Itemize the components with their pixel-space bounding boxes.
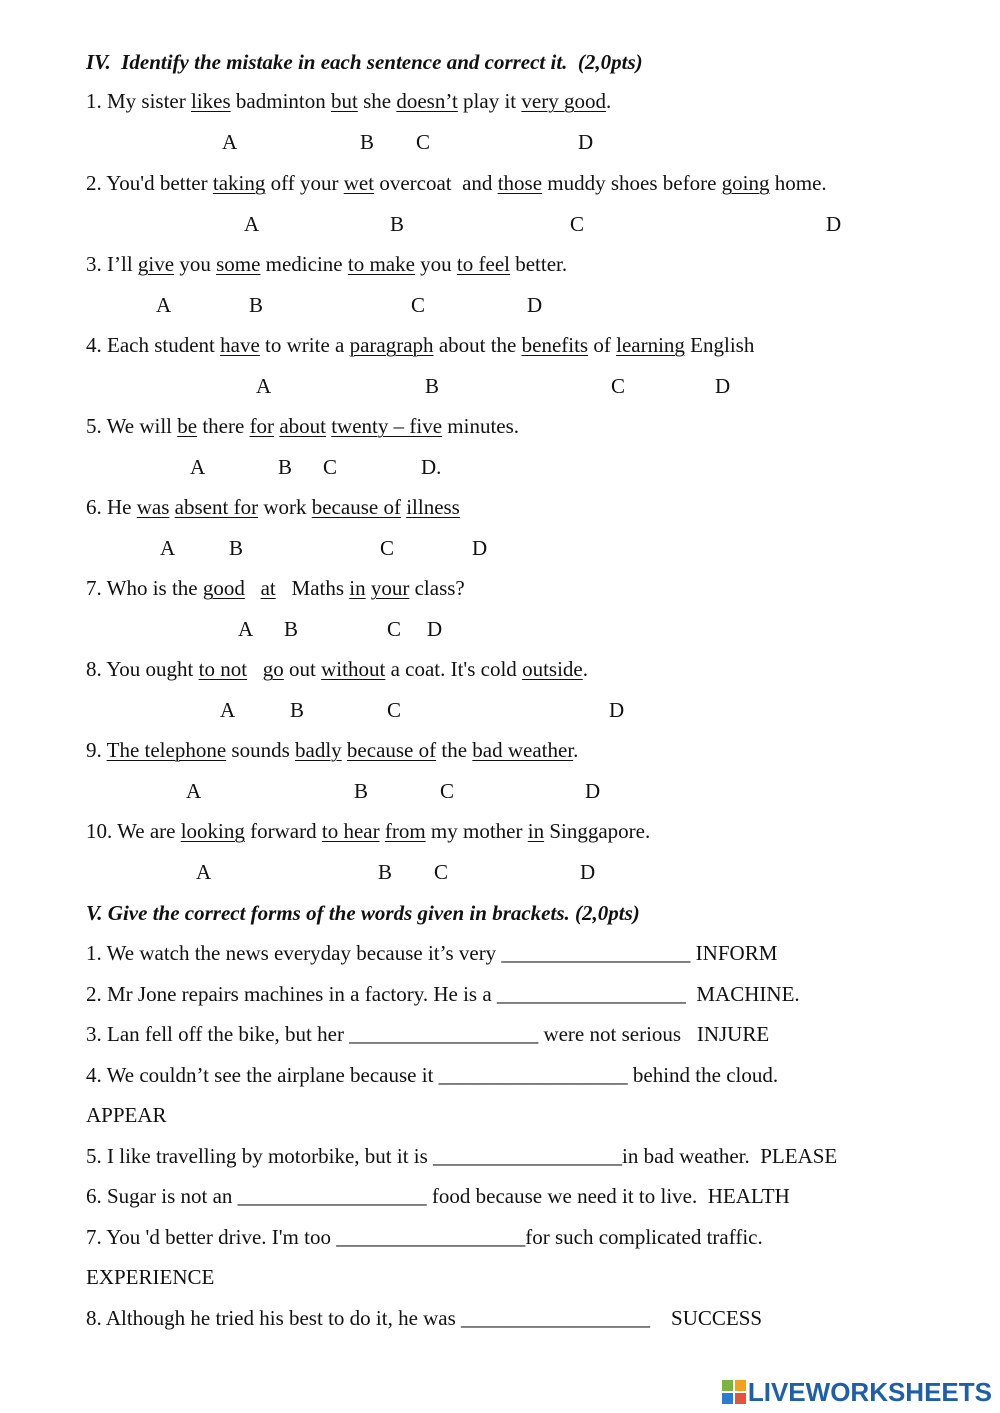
option-letter: C (570, 212, 585, 236)
sentence-text: you (414, 252, 457, 276)
option-letter: B (249, 293, 264, 317)
question-10-sentence (86, 818, 650, 844)
question-5-sentence (86, 413, 519, 439)
underlined-option: paragraph (349, 333, 434, 357)
question-7-sentence (86, 575, 465, 601)
sentence-text: medicine (260, 252, 348, 276)
underlined-option: to make (347, 252, 415, 276)
sentence-text: muddy shoes before (542, 171, 722, 195)
question-10-option-letters (0, 859, 1000, 885)
option-letter: A (256, 374, 272, 398)
question-3-option-letters (0, 292, 1000, 318)
underlined-option: doesn’t (396, 89, 458, 113)
underlined-option: likes (191, 89, 231, 113)
underlined-option: taking (212, 171, 266, 195)
liveworksheets-mark-icon (722, 1380, 746, 1404)
sentence-text: . (605, 89, 612, 113)
underlined-option: your (370, 576, 410, 600)
sentence-text: off your (265, 171, 344, 195)
option-letter: C (380, 536, 395, 560)
underlined-option: to hear (321, 819, 380, 843)
option-letter: A (220, 698, 236, 722)
option-letter: C (411, 293, 426, 317)
underlined-option: badly (295, 738, 342, 762)
sentence-text (247, 657, 263, 681)
underlined-option: at (260, 576, 276, 600)
underlined-option: some (216, 252, 261, 276)
option-letter: D (527, 293, 543, 317)
sentence-text: the (436, 738, 473, 762)
sentence-text: 2. You'd better (86, 171, 213, 195)
sentence-text: English (684, 333, 755, 357)
question-2-sentence (86, 170, 827, 196)
underlined-option: bad weather (472, 738, 574, 762)
option-letter: C (434, 860, 449, 884)
option-letter: A (160, 536, 176, 560)
option-letter: B (229, 536, 244, 560)
underlined-option: learning (616, 333, 685, 357)
option-letter: D (427, 617, 443, 641)
underlined-option: for (249, 414, 275, 438)
option-letter: C (440, 779, 455, 803)
option-letter: D (826, 212, 842, 236)
liveworksheets-wordmark: LIVEWORKSHEETS (747, 1376, 992, 1407)
underlined-option: absent for (174, 495, 259, 519)
underlined-option: good (202, 576, 245, 600)
sentence-text: you (174, 252, 217, 276)
underlined-option: was (136, 495, 170, 519)
sentence-text: to write a (259, 333, 350, 357)
underlined-option: benefits (521, 333, 589, 357)
option-letter: A (238, 617, 254, 641)
sentence-text: 9. (86, 738, 107, 762)
sentence-text: better. (509, 252, 568, 276)
sentence-text: 3. I’ll (86, 252, 138, 276)
sentence-text: forward (244, 819, 322, 843)
word-form-line: 8. Although he tried his best to do it, he was __________________ SUCCESS (86, 1306, 763, 1330)
word-form-line: 7. You 'd better drive. I'm too __________________for such complicated traffic. (86, 1225, 763, 1249)
sentence-text: 10. We are (86, 819, 181, 843)
question-4-option-letters (0, 373, 1000, 399)
sentence-text: Maths (275, 576, 350, 600)
sentence-text: . (573, 738, 579, 762)
option-letter: A (222, 130, 238, 154)
word-form-line: EXPERIENCE (86, 1265, 215, 1289)
option-letter: A (244, 212, 260, 236)
sentence-text: out (283, 657, 322, 681)
sentence-text: of (588, 333, 617, 357)
option-letter: B (425, 374, 440, 398)
option-letter: D. (421, 455, 442, 479)
option-letter: B (354, 779, 369, 803)
question-2-option-letters (0, 211, 1000, 237)
section-4-heading: IV. Identify the mistake in each sentence and correct it. (2,0pts) (86, 50, 643, 74)
sentence-text: sounds (226, 738, 296, 762)
underlined-option: those (497, 171, 543, 195)
word-form-line: 4. We couldn’t see the airplane because it __________________ behind the cloud. (86, 1063, 779, 1087)
question-5-option-letters (0, 454, 1000, 480)
underlined-option: The telephone (106, 738, 227, 762)
question-9-option-letters (0, 778, 1000, 804)
option-letter: B (278, 455, 293, 479)
question-1-sentence (86, 88, 611, 114)
sentence-text: 1. My sister (86, 89, 191, 113)
question-8-option-letters (0, 697, 1000, 723)
option-letter: D (609, 698, 625, 722)
option-letter: D (580, 860, 596, 884)
underlined-option: without (321, 657, 386, 681)
word-form-line: 1. We watch the news everyday because it’s very __________________ INFORM (86, 941, 778, 965)
question-9-sentence (86, 737, 578, 763)
sentence-text: 6. He (86, 495, 137, 519)
question-4-sentence (86, 332, 754, 358)
sentence-text: . (582, 657, 588, 681)
word-form-line: APPEAR (86, 1103, 167, 1127)
underlined-option: outside (522, 657, 583, 681)
question-6-sentence (86, 494, 460, 520)
sentence-text: 7. Who is the (86, 576, 203, 600)
option-letter: C (323, 455, 338, 479)
question-1-option-letters (0, 129, 1000, 155)
underlined-option: give (137, 252, 175, 276)
word-form-line: 5. I like travelling by motorbike, but it is __________________in bad weather. PLEASE (86, 1144, 838, 1168)
option-letter: B (390, 212, 405, 236)
word-form-line: 3. Lan fell off the bike, but her __________________ were not serious INJURE (86, 1022, 770, 1046)
sentence-text: minutes. (442, 414, 520, 438)
option-letter: B (284, 617, 299, 641)
underlined-option: looking (180, 819, 245, 843)
sentence-text: Singgapore. (544, 819, 651, 843)
sentence-text: a coat. It's cold (385, 657, 523, 681)
liveworksheets-logo (722, 1377, 992, 1407)
underlined-option: from (384, 819, 426, 843)
question-6-option-letters (0, 535, 1000, 561)
sentence-text: 5. We will (86, 414, 178, 438)
sentence-text: home. (769, 171, 827, 195)
sentence-text: badminton (230, 89, 331, 113)
option-letter: A (190, 455, 206, 479)
underlined-option: because of (346, 738, 437, 762)
option-letter: C (416, 130, 431, 154)
underlined-option: to feel (456, 252, 510, 276)
sentence-text: overcoat and (374, 171, 498, 195)
sentence-text: there (197, 414, 250, 438)
underlined-option: twenty – five (331, 414, 443, 438)
sentence-text: play it (457, 89, 522, 113)
sentence-text: class? (409, 576, 465, 600)
underlined-option: in (527, 819, 545, 843)
sentence-text: my mother (425, 819, 528, 843)
sentence-text (245, 576, 261, 600)
underlined-option: to not (198, 657, 248, 681)
option-letter: D (585, 779, 601, 803)
option-letter: C (611, 374, 626, 398)
sentence-text: 4. Each student (86, 333, 221, 357)
option-letter: D (472, 536, 488, 560)
word-form-line: 2. Mr Jone repairs machines in a factory. He is a __________________ MACHINE. (86, 982, 800, 1006)
sentence-text: 8. You ought (86, 657, 199, 681)
underlined-option: because of (311, 495, 401, 519)
option-letter: B (360, 130, 375, 154)
question-7-option-letters (0, 616, 1000, 642)
word-form-line: 6. Sugar is not an __________________ food because we need it to live. HEALTH (86, 1184, 790, 1208)
underlined-option: very good (521, 89, 606, 113)
question-8-sentence (86, 656, 588, 682)
option-letter: C (387, 698, 402, 722)
sentence-text: about the (433, 333, 522, 357)
underlined-option: have (220, 333, 260, 357)
underlined-option: but (331, 89, 358, 113)
underlined-option: be (177, 414, 198, 438)
option-letter: D (578, 130, 594, 154)
option-letter: B (378, 860, 393, 884)
question-3-sentence (86, 251, 567, 277)
underlined-option: going (721, 171, 770, 195)
underlined-option: go (262, 657, 284, 681)
option-letter: D (715, 374, 731, 398)
section-5-heading: V. Give the correct forms of the words given in brackets. (2,0pts) (86, 901, 640, 925)
option-letter: A (196, 860, 212, 884)
sentence-text: work (258, 495, 312, 519)
underlined-option: about (279, 414, 326, 438)
underlined-option: illness (406, 495, 460, 519)
option-letter: A (156, 293, 172, 317)
sentence-text: she (357, 89, 397, 113)
option-letter: B (290, 698, 305, 722)
option-letter: A (186, 779, 202, 803)
underlined-option: in (349, 576, 366, 600)
underlined-option: wet (343, 171, 375, 195)
option-letter: C (387, 617, 402, 641)
